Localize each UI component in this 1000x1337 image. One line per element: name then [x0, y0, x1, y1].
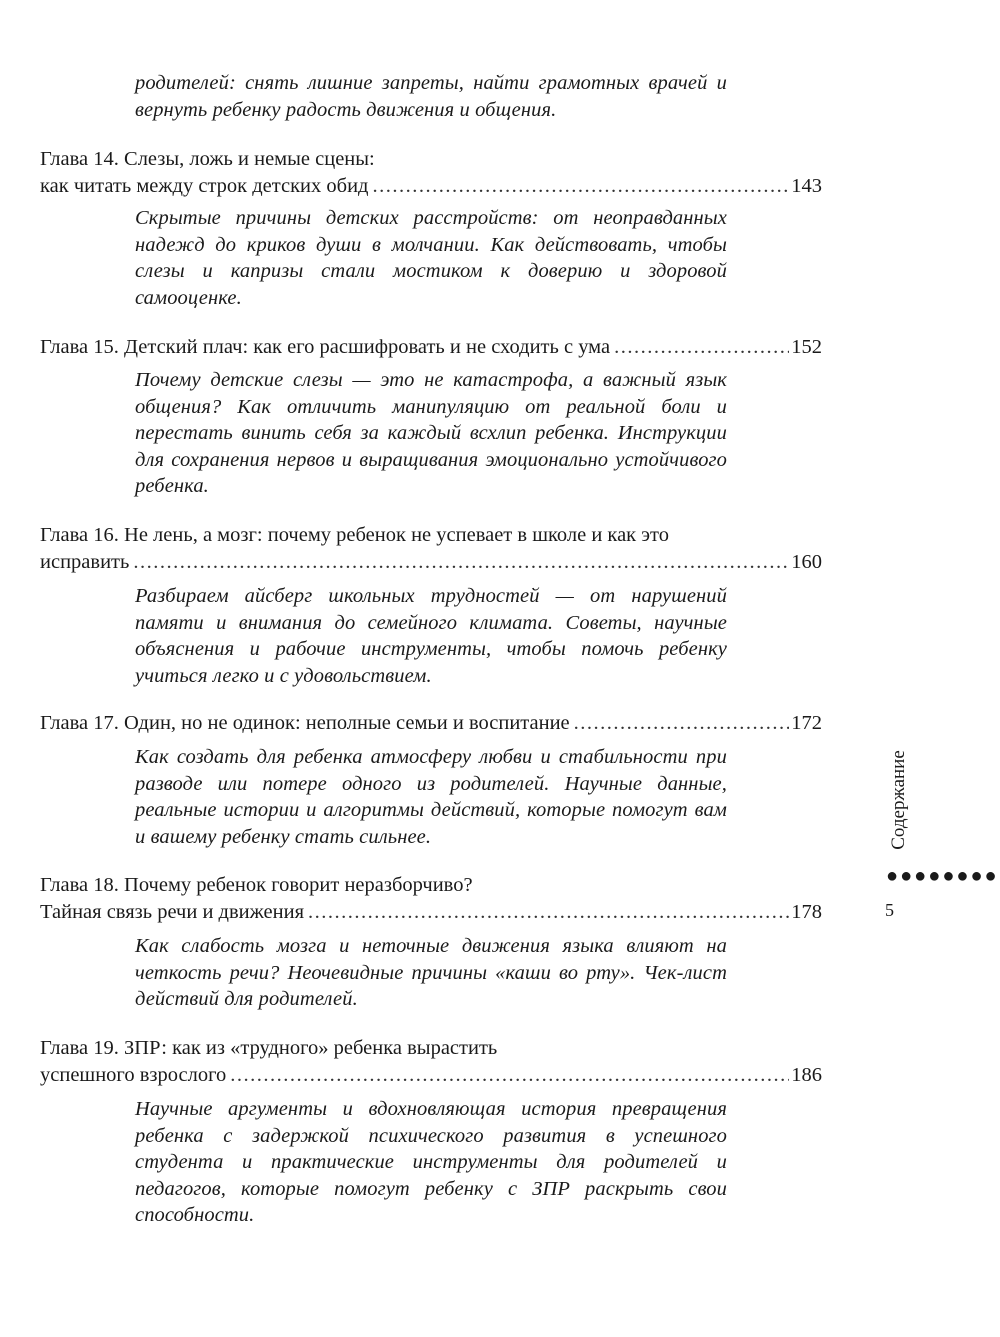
toc-title-line2: Тайная связь речи и движения	[40, 900, 304, 923]
toc-title-line1: Глава 18. Почему ребенок говорит неразборчиво?	[40, 874, 473, 896]
toc-page-number: 186	[791, 1063, 822, 1086]
toc-description-17: Как создать для ребенка атмосферу любви и стабильности при разводе или потере одного из родителей. Научные данные, реальные истории и алгоритмы действий, которые помогут вам и вашему ребенку стать сильнее.	[135, 746, 727, 848]
toc-title-line1: Глава 14. Слезы, ложь и немые сцены:	[40, 148, 375, 170]
toc-title-line2: успешного взрослого	[40, 1063, 227, 1086]
dot-leader	[614, 334, 789, 361]
toc-entry-14	[40, 146, 822, 199]
toc-title-row	[40, 710, 822, 737]
toc-entry-15	[40, 334, 822, 361]
toc-title-row	[40, 173, 822, 200]
toc-page-number: 152	[791, 336, 822, 358]
toc-title-row	[40, 334, 822, 361]
toc-entry-17	[40, 710, 822, 737]
running-head	[879, 745, 919, 855]
toc-description-15: Почему детские слезы — это не катастрофа, а важный язык общения? Как отличить манипуляцию от реальной боли и перестать винить себя за каждый всхлип ребенка. Инструкции для сохранения нервов и выращивания эмоционально устойчивого ребенка.	[135, 369, 727, 497]
page-number: 5	[885, 900, 894, 920]
toc-entry-19	[40, 1035, 822, 1088]
toc-title-row	[40, 549, 822, 576]
toc-title-line2: как читать между строк детских обид	[40, 174, 369, 197]
toc-description-14: Скрытые причины детских расстройств: от неоправданных надежд до криков души в молчании. Как действовать, чтобы слезы и капризы стали мостиком к доверию и здоровой самооценке.	[135, 207, 727, 309]
toc-description-19: Научные аргументы и вдохновляющая история превращения ребенка с задержкой психического развития в успешного студента и практические инструменты для родителей и педагогов, которые помогут ребенку с ЗПР раскрыть свои способности.	[135, 1098, 727, 1226]
toc-page-number: 172	[791, 712, 822, 734]
dot-leader	[230, 1062, 789, 1089]
toc-title-row	[40, 1062, 822, 1089]
toc-title-line2: исправить	[40, 550, 130, 573]
toc-page-number: 143	[791, 174, 822, 197]
toc-title-line1: Глава 19. ЗПР: как из «трудного» ребенка вырастить	[40, 1037, 498, 1059]
toc-title-line: Глава 15. Детский плач: как его расшифровать и не сходить с ума	[40, 336, 611, 358]
dot-leader	[308, 899, 789, 926]
decorative-dots: ●●●●●●●●	[886, 865, 999, 887]
toc-title-line1: Глава 16. Не лень, а мозг: почему ребенок не успевает в школе и как это	[40, 524, 669, 546]
toc-title-line: Глава 17. Один, но не одинок: неполные семьи и воспитание	[40, 712, 570, 734]
toc-entry-16	[40, 522, 822, 575]
dot-leader	[574, 710, 790, 737]
running-head-label: Содержание	[888, 750, 909, 850]
toc-page-number: 160	[791, 550, 822, 573]
toc-entry-18	[40, 872, 822, 925]
toc-page-number: 178	[791, 900, 822, 923]
toc-description-18: Как слабость мозга и неточные движения языка влияют на четкость речи? Неочевидные причины «каши во рту». Чек-лист действий для родителей.	[135, 935, 727, 1010]
toc-title-row	[40, 899, 822, 926]
intro-description: родителей: снять лишние запреты, найти грамотных врачей и вернуть ребенку радость движения и общения.	[135, 72, 727, 121]
toc-description-16: Разбираем айсберг школьных трудностей — от нарушений памяти и внимания до семейного климата. Советы, научные объяснения и рабочие инструменты, чтобы помочь ребенку учиться легко и с удовольствием.	[135, 585, 727, 687]
dot-leader	[372, 173, 789, 200]
dot-leader	[133, 549, 789, 576]
